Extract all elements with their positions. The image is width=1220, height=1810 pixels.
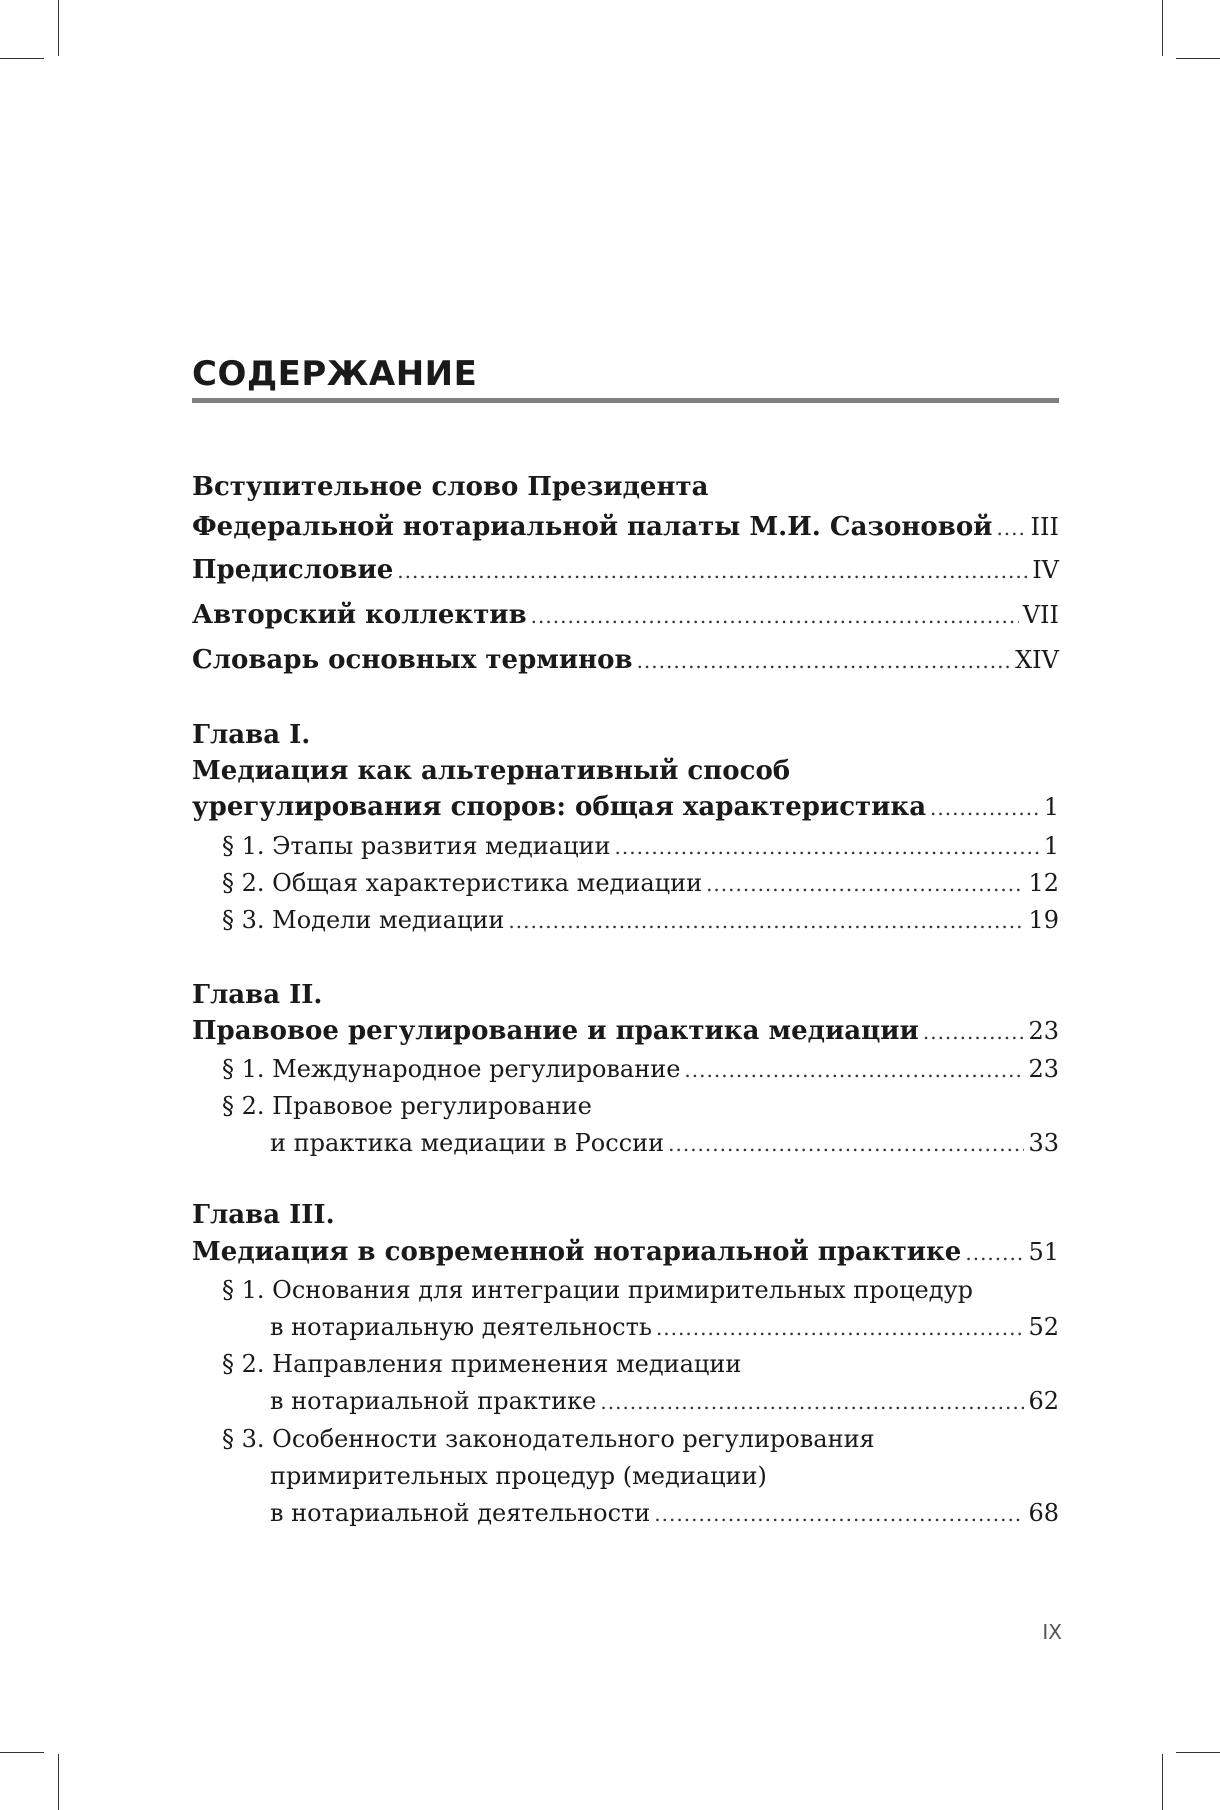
leader-dots bbox=[706, 872, 1024, 896]
toc-entry-text: Словарь основных терминов bbox=[192, 645, 633, 675]
chapter-label bbox=[192, 720, 1059, 750]
chapter-label bbox=[192, 1200, 1059, 1230]
section-entry-text: § 3. Модели медиации bbox=[222, 906, 505, 934]
toc-entry-authors bbox=[192, 600, 1059, 630]
leader-dots bbox=[930, 796, 1040, 820]
page-title: СОДЕРЖАНИЕ bbox=[192, 354, 478, 394]
toc-entry-foreword-line1 bbox=[192, 472, 1059, 502]
chapter-title bbox=[192, 1237, 1059, 1267]
leader-dots bbox=[668, 1132, 1024, 1156]
section-entry bbox=[222, 1425, 1059, 1453]
crop-mark bbox=[1162, 0, 1163, 56]
toc-page-number: VII bbox=[1022, 601, 1059, 629]
leader-dots bbox=[397, 559, 1028, 583]
toc-page-number: 19 bbox=[1028, 906, 1059, 934]
chapter-title-text: Правовое регулирование и практика медиации bbox=[192, 1016, 919, 1046]
toc-entry-text: Федеральной нотариальной палаты М.И. Сазоновой bbox=[192, 512, 993, 542]
leader-dots bbox=[656, 1316, 1025, 1340]
leader-dots bbox=[600, 1390, 1024, 1414]
toc-entry-glossary bbox=[192, 645, 1059, 675]
leader-dots bbox=[923, 1020, 1025, 1044]
section-entry-text: и практика медиации в России bbox=[270, 1129, 665, 1157]
section-entry-text: § 1. Основания для интеграции примирительных процедур bbox=[222, 1276, 974, 1304]
toc-page-number: 33 bbox=[1028, 1129, 1059, 1157]
section-entry bbox=[222, 869, 1059, 897]
leader-dots bbox=[615, 835, 1040, 859]
toc-entry-text: Предисловие bbox=[192, 555, 394, 585]
chapter-title bbox=[192, 756, 1059, 786]
section-entry bbox=[222, 1350, 1059, 1378]
toc-page-number: XIV bbox=[1015, 646, 1059, 674]
leader-dots bbox=[508, 909, 1024, 933]
toc-entry-text: Авторский коллектив bbox=[192, 600, 527, 630]
section-entry bbox=[270, 1313, 1059, 1341]
toc-entry-foreword bbox=[192, 512, 1059, 542]
section-entry-text: в нотариальную деятельность bbox=[270, 1313, 652, 1341]
section-entry-text: § 1. Международное регулирование bbox=[222, 1055, 681, 1083]
page-number-folio: IX bbox=[1042, 1620, 1062, 1644]
crop-mark bbox=[1176, 58, 1220, 59]
toc-page-number: III bbox=[1030, 513, 1059, 541]
section-entry-text: примирительных процедур (медиации) bbox=[270, 1462, 767, 1490]
toc-page-number: 51 bbox=[1028, 1238, 1059, 1266]
crop-mark bbox=[0, 1752, 44, 1753]
leader-dots bbox=[654, 1502, 1024, 1526]
toc-page-number: 62 bbox=[1028, 1387, 1059, 1415]
section-entry bbox=[270, 1129, 1059, 1157]
chapter-label bbox=[192, 980, 1059, 1010]
section-entry-text: § 3. Особенности законодательного регулирования bbox=[222, 1425, 875, 1453]
section-entry bbox=[222, 906, 1059, 934]
chapter-title-text: Медиация в современной нотариальной практике bbox=[192, 1237, 962, 1267]
toc-page-number: 23 bbox=[1028, 1055, 1059, 1083]
crop-mark bbox=[58, 1754, 59, 1810]
crop-mark bbox=[1162, 1754, 1163, 1810]
chapter-title-text: урегулирования споров: общая характеристика bbox=[192, 792, 927, 822]
section-entry bbox=[222, 1055, 1059, 1083]
section-entry bbox=[222, 832, 1059, 860]
leader-dots bbox=[684, 1058, 1024, 1082]
section-entry bbox=[270, 1387, 1059, 1415]
section-entry-text: § 2. Направления применения медиации bbox=[222, 1350, 742, 1378]
chapter-label-text: Глава I. bbox=[192, 720, 311, 750]
toc-page-number: 52 bbox=[1028, 1313, 1059, 1341]
toc-page-number: IV bbox=[1032, 556, 1059, 584]
section-entry-text: в нотариальной практике bbox=[270, 1387, 597, 1415]
toc-page-number: 1 bbox=[1043, 832, 1059, 860]
toc-page-number: 68 bbox=[1028, 1499, 1059, 1527]
chapter-title bbox=[192, 792, 1059, 822]
toc-page-number: 23 bbox=[1028, 1017, 1059, 1045]
chapter-label-text: Глава III. bbox=[192, 1200, 335, 1230]
chapter-title bbox=[192, 1016, 1059, 1046]
chapter-title-text: Медиация как альтернативный способ bbox=[192, 756, 791, 786]
leader-dots bbox=[637, 649, 1012, 673]
chapter-label-text: Глава II. bbox=[192, 980, 323, 1010]
section-entry bbox=[222, 1276, 1059, 1304]
crop-mark bbox=[0, 58, 44, 59]
toc-entry-preface bbox=[192, 555, 1059, 585]
toc-page-number: 12 bbox=[1028, 869, 1059, 897]
leader-dots bbox=[965, 1241, 1024, 1265]
section-entry-text: § 2. Общая характеристика медиации bbox=[222, 869, 703, 897]
leader-dots bbox=[996, 516, 1026, 540]
crop-mark bbox=[58, 0, 59, 56]
section-entry-text: в нотариальной деятельности bbox=[270, 1499, 651, 1527]
section-entry bbox=[270, 1499, 1059, 1527]
section-entry bbox=[222, 1092, 1059, 1120]
section-entry-text: § 1. Этапы развития медиации bbox=[222, 832, 611, 860]
leader-dots bbox=[531, 604, 1019, 628]
section-entry-text: § 2. Правовое регулирование bbox=[222, 1092, 592, 1120]
title-rule bbox=[192, 398, 1059, 403]
crop-mark bbox=[1176, 1752, 1220, 1753]
toc-page-number: 1 bbox=[1043, 793, 1059, 821]
toc-entry-text: Вступительное слово Президента bbox=[192, 472, 709, 502]
section-entry bbox=[270, 1462, 1059, 1490]
